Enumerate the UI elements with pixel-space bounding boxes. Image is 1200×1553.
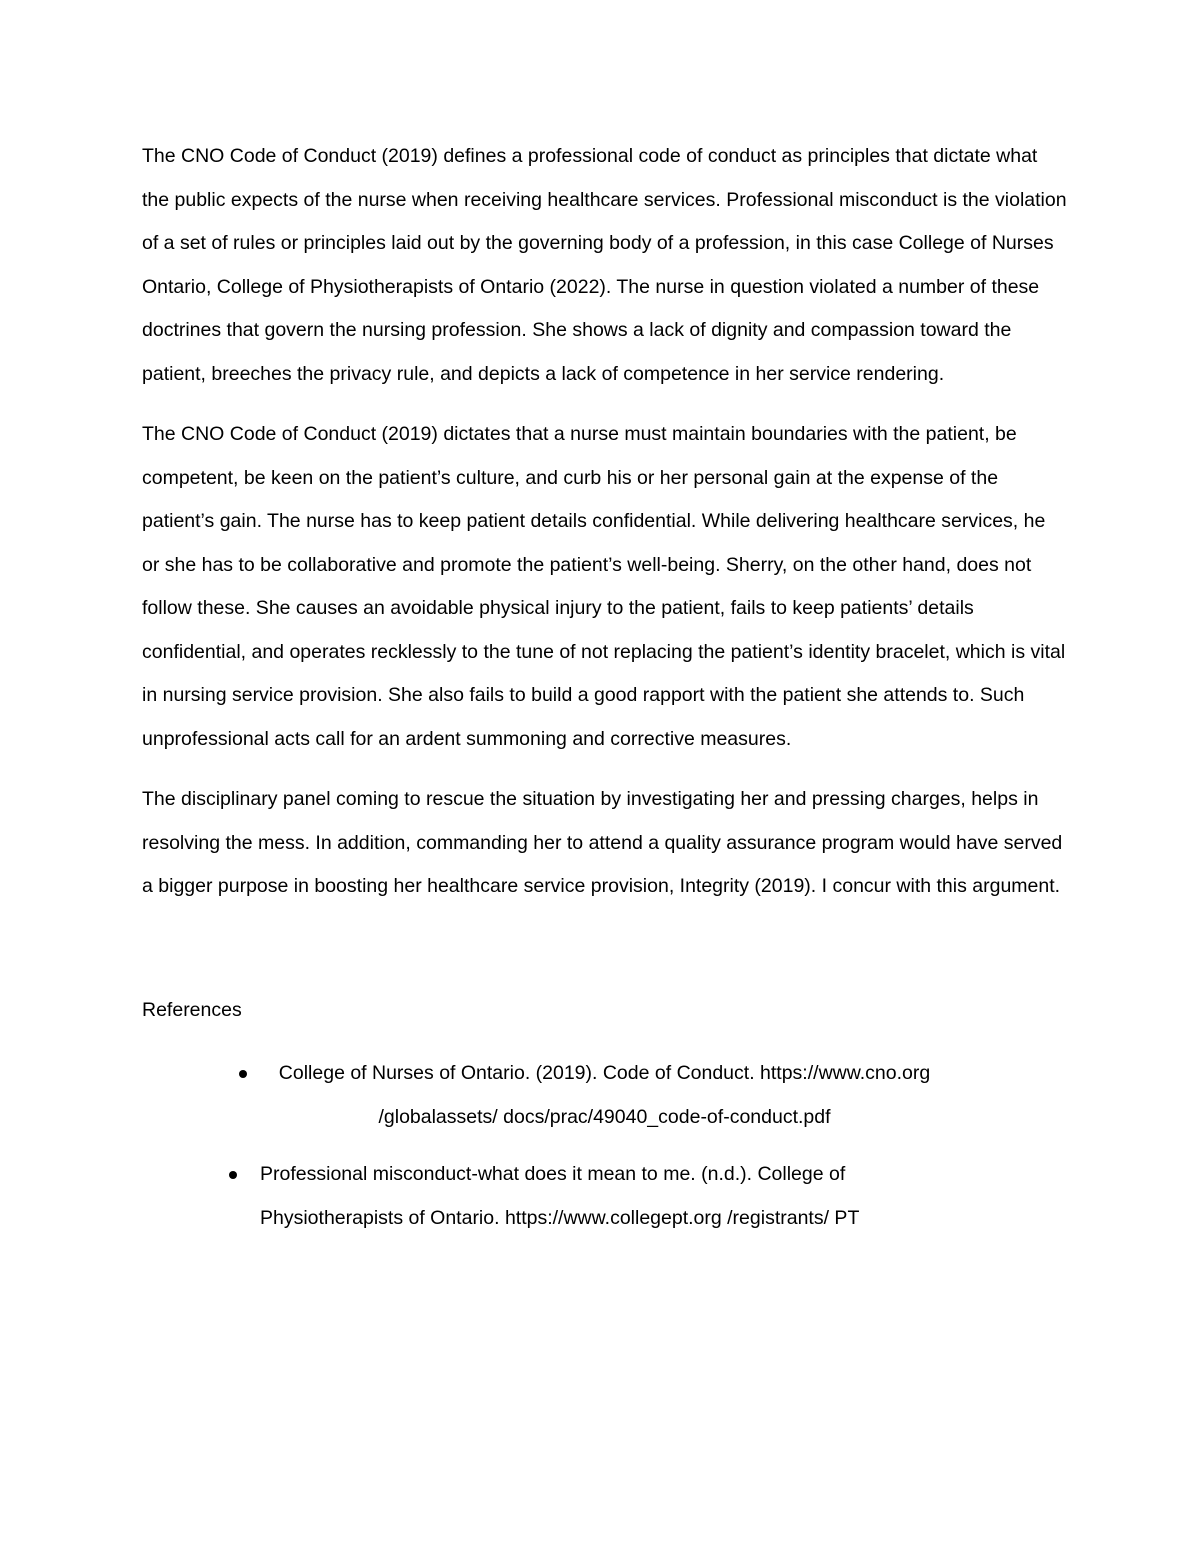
paragraph-1: The CNO Code of Conduct (2019) defines a professional code of conduct as principles that dictate what the public expects of the nurse when receiving healthcare services. Professional misconduct is the violation of a set of rules or principles laid out by the governing body of a profession, in this case College of Nurses Ontario, College of Physiotherapists of Ontario (2022). The nurse in question violated a number of these doctrines that govern the nursing profession. She shows a lack of dignity and compassion toward the patient, breeches the privacy rule, and depicts a lack of competence in her service rendering. xyxy=(142,145,1067,385)
paragraph-3: The disciplinary panel coming to rescue the situation by investigating her and pressing charges, helps in resolving the mess. In addition, commanding her to attend a quality assurance program would have served a bigger purpose in boosting her healthcare service provision, Integrity (2019). I concur with this argument. xyxy=(142,788,1063,897)
reference-line: College of Nurses of Ontario. (2019). Code of Conduct. https://www.cno.org xyxy=(278,1062,931,1084)
references-heading: References xyxy=(142,998,242,1021)
reference-line: Professional misconduct-what does it mean to me. (n.d.). College of xyxy=(260,1163,846,1185)
bullet-icon xyxy=(229,1171,237,1179)
document-body xyxy=(142,135,1067,1254)
bullet-icon xyxy=(239,1070,247,1078)
paragraph-2: The CNO Code of Conduct (2019) dictates that a nurse must maintain boundaries with the patient, be competent, be keen on the patient’s culture, and curb his or her personal gain at the expense of the patient’s gain. The nurse has to keep patient details confidential. While delivering healthcare services, he or she has to be collaborative and promote the patient’s well-being. Sherry, on the other hand, does not follow these. She causes an avoidable physical injury to the patient, fails to keep patients’ details confidential, and operates recklessly to the tune of not replacing the patient’s identity bracelet, which is vital in nursing service provision. She also fails to build a good rapport with the patient she attends to. Such unprofessional acts call for an ardent summoning and corrective measures. xyxy=(142,423,1066,750)
reference-item xyxy=(142,1052,1067,1139)
reference-line: /globalassets/ docs/prac/49040_code-of-conduct.pdf xyxy=(378,1105,831,1128)
reference-item xyxy=(142,1153,1067,1240)
references-list xyxy=(142,1052,1067,1240)
reference-line: Physiotherapists of Ontario. https://www.collegept.org /registrants/ PT xyxy=(260,1206,860,1229)
